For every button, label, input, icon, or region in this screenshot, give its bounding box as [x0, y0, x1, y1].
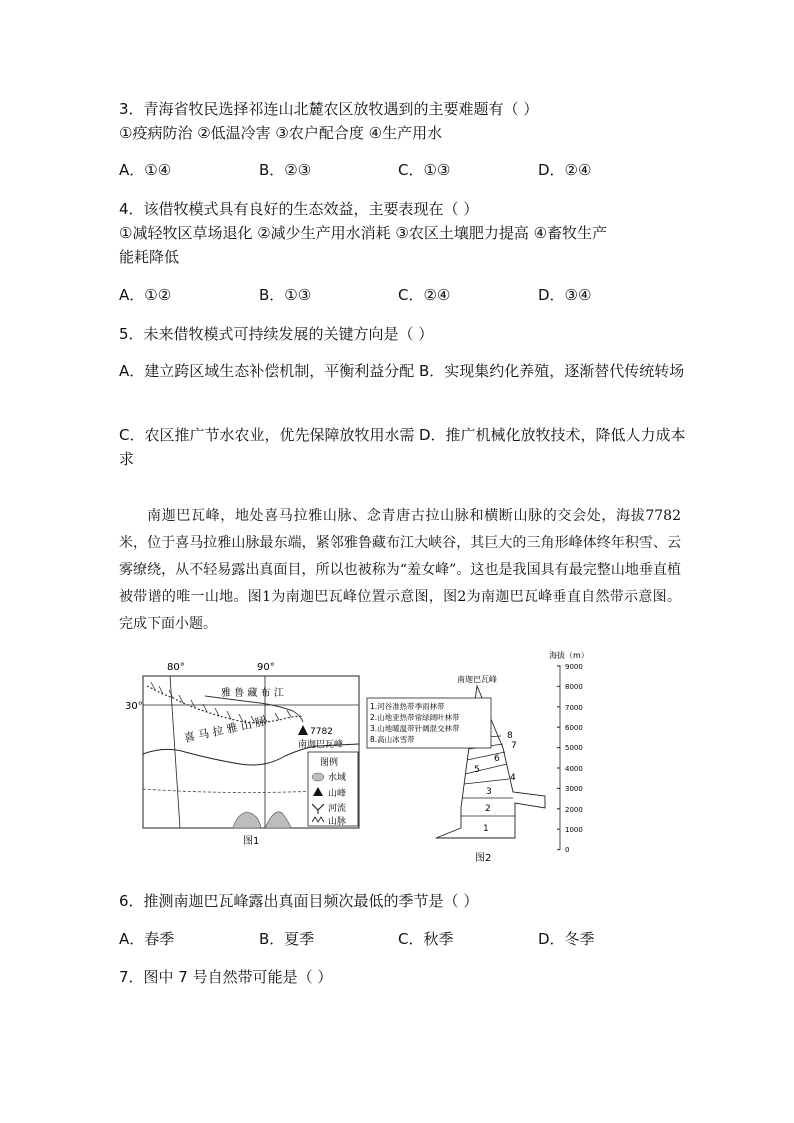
fig1-range-name: 喜 马 拉 雅 山 脉 [182, 714, 268, 745]
fig2-tick-0: 0 [565, 846, 570, 854]
q4-option-d: D．③④ [538, 286, 592, 304]
fig2-tick-6000: 6000 [565, 724, 583, 732]
fig2-tick-4000: 4000 [565, 765, 583, 773]
q6-stem: 6．推测南迦巴瓦峰露出真面目频次最低的季节是（ ） [119, 892, 479, 910]
fig1-river-name: 雅 鲁 藏 布 江 [221, 688, 284, 699]
q3-option-c: C．①③ [398, 161, 451, 179]
q5-stem: 5．未来借牧模式可持续发展的关键方向是（ ） [119, 325, 434, 343]
q3-option-a: A．①④ [119, 161, 172, 179]
q6-option-d: D．冬季 [538, 930, 595, 948]
q4-option-a: A．①② [119, 286, 172, 304]
fig2-axis-title: 海拔（m） [549, 651, 589, 660]
q4-option-b: B．①③ [259, 286, 312, 304]
q6-option-b: B．夏季 [259, 930, 315, 948]
fig2-caption: 图2 [475, 853, 492, 864]
q4-items-line2: 能耗降低 [119, 248, 180, 266]
reading-passage: 南迦巴瓦峰，地处喜马拉雅山脉、念青唐古拉山脉和横断山脉的交会处，海拔7782米，位于喜马拉雅山脉最东端，紧邻雅鲁藏布江大峡谷，其巨大的三角形峰体终年积雪、云雾缭绕，从不轻易露出真面目，所以也被称为“羞女峰”。这也是我国具有最完整山地垂直植被带谱的唯一山地。图1为南迦巴瓦峰位置示意图，图2为南迦巴瓦峰垂直自然带示意图。完成下面小题。 [119, 508, 681, 632]
fig2-zone-3: 3 [486, 787, 492, 797]
fig2-tick-2000: 2000 [565, 806, 583, 814]
fig2-zone-1: 1 [483, 824, 489, 834]
fig1-peak-name: 南迦巴瓦峰 [298, 740, 344, 750]
figure-1-map [125, 656, 365, 851]
q7-stem: 7．图中 7 号自然带可能是（ ） [119, 968, 333, 986]
fig1-legend-water-icon [312, 773, 324, 781]
q6-option-a: A．春季 [119, 930, 175, 948]
fig2-zone-6: 6 [494, 754, 500, 764]
fig2-tick-8000: 8000 [565, 683, 583, 691]
q5-option-c: C．农区推广节水农业，优先保障放牧用水需求 [119, 426, 415, 468]
q3-option-d: D．②④ [538, 161, 592, 179]
q4-items-line1: ①减轻牧区草场退化 ②减少生产用水消耗 ③农区土壤肥力提高 ④畜牧生产 [119, 224, 608, 242]
figure-2-vertical-zones [365, 648, 615, 868]
q3-stem: 3．青海省牧民选择祁连山北麓农区放牧遇到的主要难题有（ ） [119, 100, 539, 118]
q6-option-c: C．秋季 [398, 930, 454, 948]
q4-stem: 4．该借牧模式具有良好的生态效益，主要表现在（ ） [119, 200, 479, 218]
q5-option-b: B．实现集约化养殖，逐渐替代传统转场 [419, 362, 685, 380]
fig2-tick-1000: 1000 [565, 826, 583, 834]
fig2-tick-5000: 5000 [565, 744, 583, 752]
fig1-lon-90: 90° [257, 662, 275, 673]
fig2-ticks [557, 663, 583, 854]
fig1-legend-range: 山脉 [328, 817, 347, 827]
fig1-peak-elev: 7782 [310, 727, 333, 737]
fig2-tick-3000: 3000 [565, 785, 583, 793]
fig2-zone-2: 2 [485, 804, 491, 814]
fig1-lon-80: 80° [167, 662, 185, 673]
fig2-legend-3: 3.山地暖温带针阔混交林带 [370, 724, 460, 733]
fig1-lat-30: 30° [125, 701, 143, 712]
fig1-caption: 图1 [243, 836, 260, 847]
fig2-legend-1: 1.河谷准热带季雨林带 [370, 702, 445, 711]
fig2-zone-7: 7 [511, 741, 517, 751]
fig1-peak-icon [298, 725, 308, 735]
fig1-legend-title: 图例 [320, 758, 339, 768]
q5-option-a: A．建立跨区域生态补偿机制，平衡利益分配 [119, 362, 415, 380]
q4-option-c: C．②④ [398, 286, 451, 304]
q3-option-b: B．②③ [259, 161, 312, 179]
fig2-zone-4: 4 [510, 773, 516, 783]
fig1-legend-river: 河流 [328, 804, 347, 814]
fig2-zone-5: 5 [474, 765, 480, 775]
q3-items: ①疫病防治 ②低温冷害 ③农户配合度 ④生产用水 [119, 124, 443, 142]
fig2-tick-7000: 7000 [565, 704, 583, 712]
fig1-legend-peak: 山峰 [328, 789, 347, 799]
fig2-zone-8: 8 [507, 731, 513, 741]
q5-option-d: D．推广机械化放牧技术，降低人力成本 [419, 426, 686, 444]
fig1-legend-water: 水域 [328, 773, 347, 783]
fig1-water-area [233, 812, 261, 828]
fig2-peak-label: 南迦巴瓦峰 [457, 675, 497, 684]
fig2-tick-9000: 9000 [565, 663, 583, 671]
fig1-meridian-80 [170, 676, 180, 828]
fig2-legend-8: 8.高山冰雪带 [370, 735, 415, 744]
fig1-water-area-2 [265, 812, 291, 828]
fig2-legend-2: 2.山地亚热带常绿阔叶林带 [370, 713, 460, 722]
